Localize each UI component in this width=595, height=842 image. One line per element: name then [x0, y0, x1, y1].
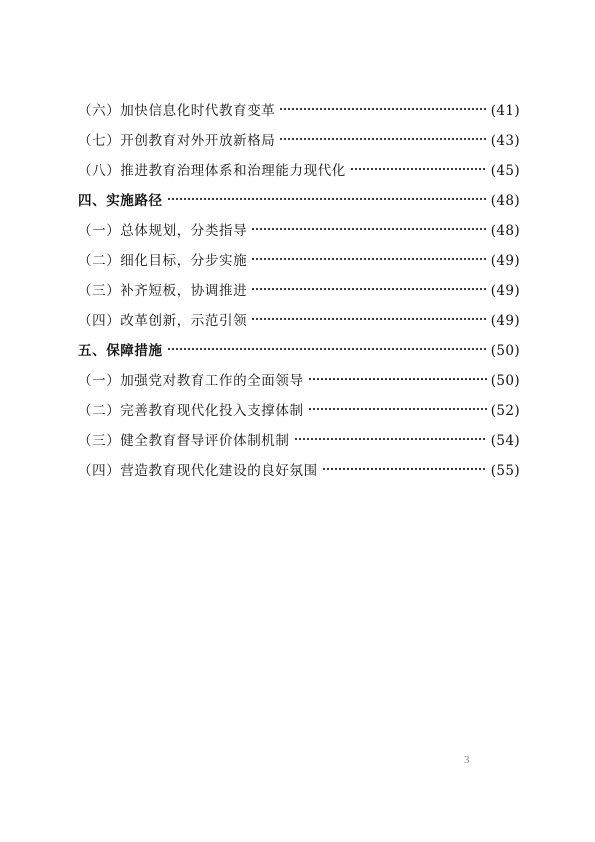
toc-entry-page: (49): [490, 313, 520, 329]
toc-entry-label: （六）加快信息化时代教育变革: [78, 103, 276, 119]
page-number: 3: [464, 754, 470, 766]
toc-entry-label: （二）细化目标，分步实施: [78, 253, 248, 269]
toc-entry-page: (50): [490, 373, 520, 389]
dot-leader: [251, 226, 486, 232]
toc-entry-label: （一）加强党对教育工作的全面领导: [78, 373, 304, 389]
toc-entry-page: (48): [490, 193, 520, 209]
dot-leader: [167, 346, 487, 352]
dot-leader: [167, 196, 487, 202]
toc-entry[interactable]: [78, 246, 520, 276]
toc-entry-label: （四）营造教育现代化建设的良好氛围: [78, 463, 318, 479]
toc-entry-page: (55): [490, 463, 520, 479]
dot-leader: [322, 466, 487, 472]
toc-entry[interactable]: [78, 276, 520, 306]
dot-leader: [279, 106, 486, 112]
dot-leader: [251, 286, 486, 292]
toc-entry[interactable]: [78, 126, 520, 156]
toc-entry-label: （四）改革创新，示范引领: [78, 313, 248, 329]
toc-entry-label: 四、实施路径: [78, 193, 163, 209]
toc-entry[interactable]: [78, 216, 520, 246]
toc-entry-page: (41): [490, 103, 520, 119]
dot-leader: [251, 316, 486, 322]
toc-entry[interactable]: [78, 456, 520, 486]
toc-entry-label: （一）总体规划，分类指导: [78, 223, 248, 239]
dot-leader: [350, 166, 487, 172]
toc-entry-label: 五、保障措施: [78, 343, 163, 359]
toc-entry-page: (49): [490, 283, 520, 299]
toc-section-heading[interactable]: [78, 186, 520, 216]
toc-section-heading[interactable]: [78, 336, 520, 366]
toc-entry-label: （三）健全教育督导评价体制机制: [78, 433, 290, 449]
toc-entry-label: （三）补齐短板，协调推进: [78, 283, 248, 299]
toc-entry[interactable]: [78, 156, 520, 186]
dot-leader: [251, 256, 486, 262]
toc-entry-page: (52): [490, 403, 520, 419]
toc-entry-page: (45): [490, 163, 520, 179]
toc-entry-page: (49): [490, 253, 520, 269]
toc-entry-label: （八）推进教育治理体系和治理能力现代化: [78, 163, 346, 179]
toc-entry-page: (48): [490, 223, 520, 239]
toc-entry-page: (54): [490, 433, 520, 449]
toc-entry-page: (50): [490, 343, 520, 359]
toc-entry-label: （二）完善教育现代化投入支撑体制: [78, 403, 304, 419]
toc-entry[interactable]: [78, 396, 520, 426]
toc-entry[interactable]: [78, 366, 520, 396]
toc-entry-label: （七）开创教育对外开放新格局: [78, 133, 276, 149]
dot-leader: [294, 436, 487, 442]
toc-entry-page: (43): [490, 133, 520, 149]
toc-entry[interactable]: [78, 96, 520, 126]
toc-entry[interactable]: [78, 426, 520, 456]
dot-leader: [308, 406, 487, 412]
dot-leader: [308, 376, 487, 382]
toc-entry[interactable]: [78, 306, 520, 336]
table-of-contents: [78, 96, 520, 486]
dot-leader: [279, 136, 486, 142]
